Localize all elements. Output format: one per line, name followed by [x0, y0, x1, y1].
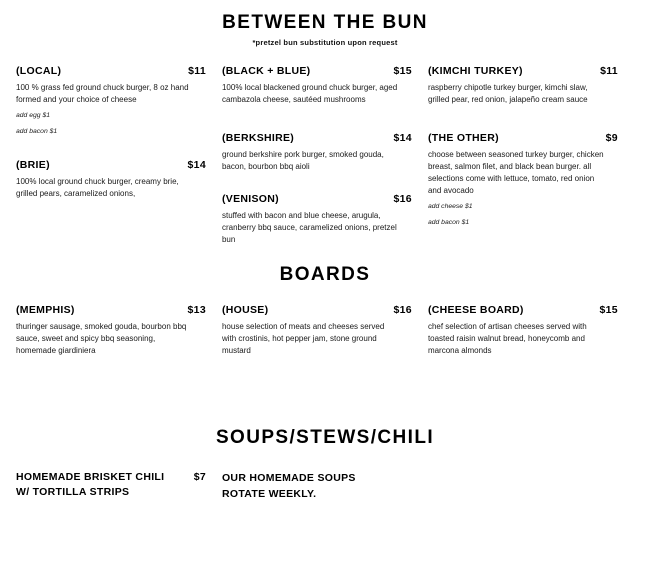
- menu-item: [428, 132, 618, 228]
- menu-item-description: 100% local ground chuck burger, creamy brie, grilled pears, caramelized onions,: [16, 177, 179, 199]
- soup-item-header: [16, 471, 206, 483]
- soups-columns: [0, 471, 650, 503]
- menu-item-description: raspberry chipotle turkey burger, kimchi slaw, grilled pear, red onion, jalapeño cream sauce: [427, 83, 588, 104]
- menu-item: [16, 304, 206, 357]
- menu-item-name: (MEMPHIS): [16, 304, 75, 316]
- menu-item: [16, 159, 206, 200]
- soups-column-2: [222, 471, 634, 503]
- boards-column-3: [428, 304, 634, 371]
- between-the-bun-columns: [0, 65, 650, 260]
- menu-item-description: stuffed with bacon and blue cheese, arugula, cranberry bbq sauce, caramelized onions, pretzel bun: [221, 211, 397, 244]
- boards-columns: [0, 304, 650, 371]
- soups-column-1: [16, 471, 222, 503]
- menu-item-name: (BRIE): [16, 159, 50, 172]
- soup-note-line2: ROTATE WEEKLY.: [221, 487, 317, 500]
- menu-item: [222, 65, 412, 106]
- menu-item-price: $15: [599, 304, 618, 316]
- boards-column-2: [222, 304, 428, 371]
- menu-item-description: ground berkshire pork burger, smoked gouda, bacon, bourbon bbq aioli: [221, 150, 384, 171]
- menu-item: [222, 193, 412, 246]
- menu-item-header: [428, 304, 618, 316]
- boards-section: [0, 264, 650, 286]
- menu-item-header: [428, 132, 618, 144]
- menu-item-name: (CHEESE BOARD): [427, 304, 524, 316]
- menu-item-price: $14: [187, 159, 206, 172]
- soup-note-line1: OUR HOMEMADE SOUPS: [221, 472, 356, 484]
- menu-item-header: [222, 193, 412, 205]
- menu-item-price: $14: [393, 132, 412, 144]
- menu-item-addon: add bacon $1: [16, 127, 58, 135]
- menu-item-header: [222, 65, 412, 77]
- section-title-between-the-bun: BETWEEN THE BUN: [222, 12, 428, 33]
- menu-item-header: [16, 159, 206, 171]
- menu-column-2: [222, 65, 428, 260]
- menu-item: [16, 65, 206, 137]
- menu-item-name: (LOCAL): [16, 65, 62, 77]
- menu-item-addon: add cheese $1: [427, 203, 473, 210]
- menu-item-price: $15: [393, 65, 412, 77]
- menu-item-description: choose between seasoned turkey burger, chicken breast, salmon filet, and black bean burger. all selections come with lettuce, tomato, red onion and avocado: [427, 150, 604, 195]
- section-subtitle-between-the-bun: *pretzel bun substitution upon request: [252, 38, 398, 47]
- boards-column-1: [16, 304, 222, 371]
- menu-item-name: (KIMCHI TURKEY): [427, 65, 523, 77]
- menu-item-name: (VENISON): [221, 193, 279, 205]
- menu-item-price: $9: [605, 132, 618, 144]
- menu-column-3: [428, 65, 634, 260]
- menu-item-price: $11: [188, 65, 206, 77]
- menu-item-header: [222, 132, 412, 144]
- soup-item-name: HOMEMADE BRISKET CHILI: [16, 471, 165, 483]
- menu-item-name: (BLACK + BLUE): [221, 65, 311, 77]
- menu-item: [428, 65, 618, 106]
- menu-item-addon: add egg $1: [16, 112, 51, 119]
- section-title-boards: BOARDS: [279, 264, 371, 285]
- menu-item-price: $16: [393, 304, 412, 316]
- menu-item-description: 100% local blackened ground chuck burger, aged cambazola cheese, sautéed mushrooms: [221, 83, 398, 104]
- menu-item-price: $13: [187, 304, 206, 316]
- menu-item: [222, 304, 412, 357]
- menu-item: [222, 132, 412, 173]
- menu-item-description: 100 % grass fed ground chuck burger, 8 oz hand formed and your choice of cheese: [16, 83, 189, 104]
- menu-item-header: [222, 304, 412, 316]
- section-title-soups: SOUPS/STEWS/CHILI: [215, 427, 435, 448]
- menu-item-price: $11: [600, 65, 618, 77]
- menu-item-description: chef selection of artisan cheeses served with toasted raisin walnut bread, honeycomb and marcona almonds: [427, 322, 587, 355]
- menu-item-name: (BERKSHIRE): [221, 132, 295, 144]
- soup-item-name-line2: W/ TORTILLA STRIPS: [16, 486, 130, 498]
- between-the-bun-section: [0, 0, 650, 47]
- menu-item-header: [16, 65, 206, 77]
- menu-item-description: thuringer sausage, smoked gouda, bourbon bbq sauce, sweet and spicy bbq seasoning, homemade giardiniera: [16, 322, 187, 355]
- menu-item-addon: add bacon $1: [427, 218, 470, 226]
- menu-item-description: house selection of meats and cheeses served with crostinis, hot pepper jam, stone ground mustard: [221, 322, 385, 355]
- menu-column-1: [16, 65, 222, 260]
- menu-item-header: [16, 304, 206, 316]
- menu-item-name: (HOUSE): [221, 304, 269, 316]
- menu-item: [428, 304, 618, 357]
- menu-item-header: [428, 65, 618, 77]
- soup-item-price: $7: [193, 471, 206, 483]
- soups-section: [0, 427, 650, 449]
- menu-item-name: (THE OTHER): [427, 132, 499, 144]
- menu-item-price: $16: [393, 193, 412, 205]
